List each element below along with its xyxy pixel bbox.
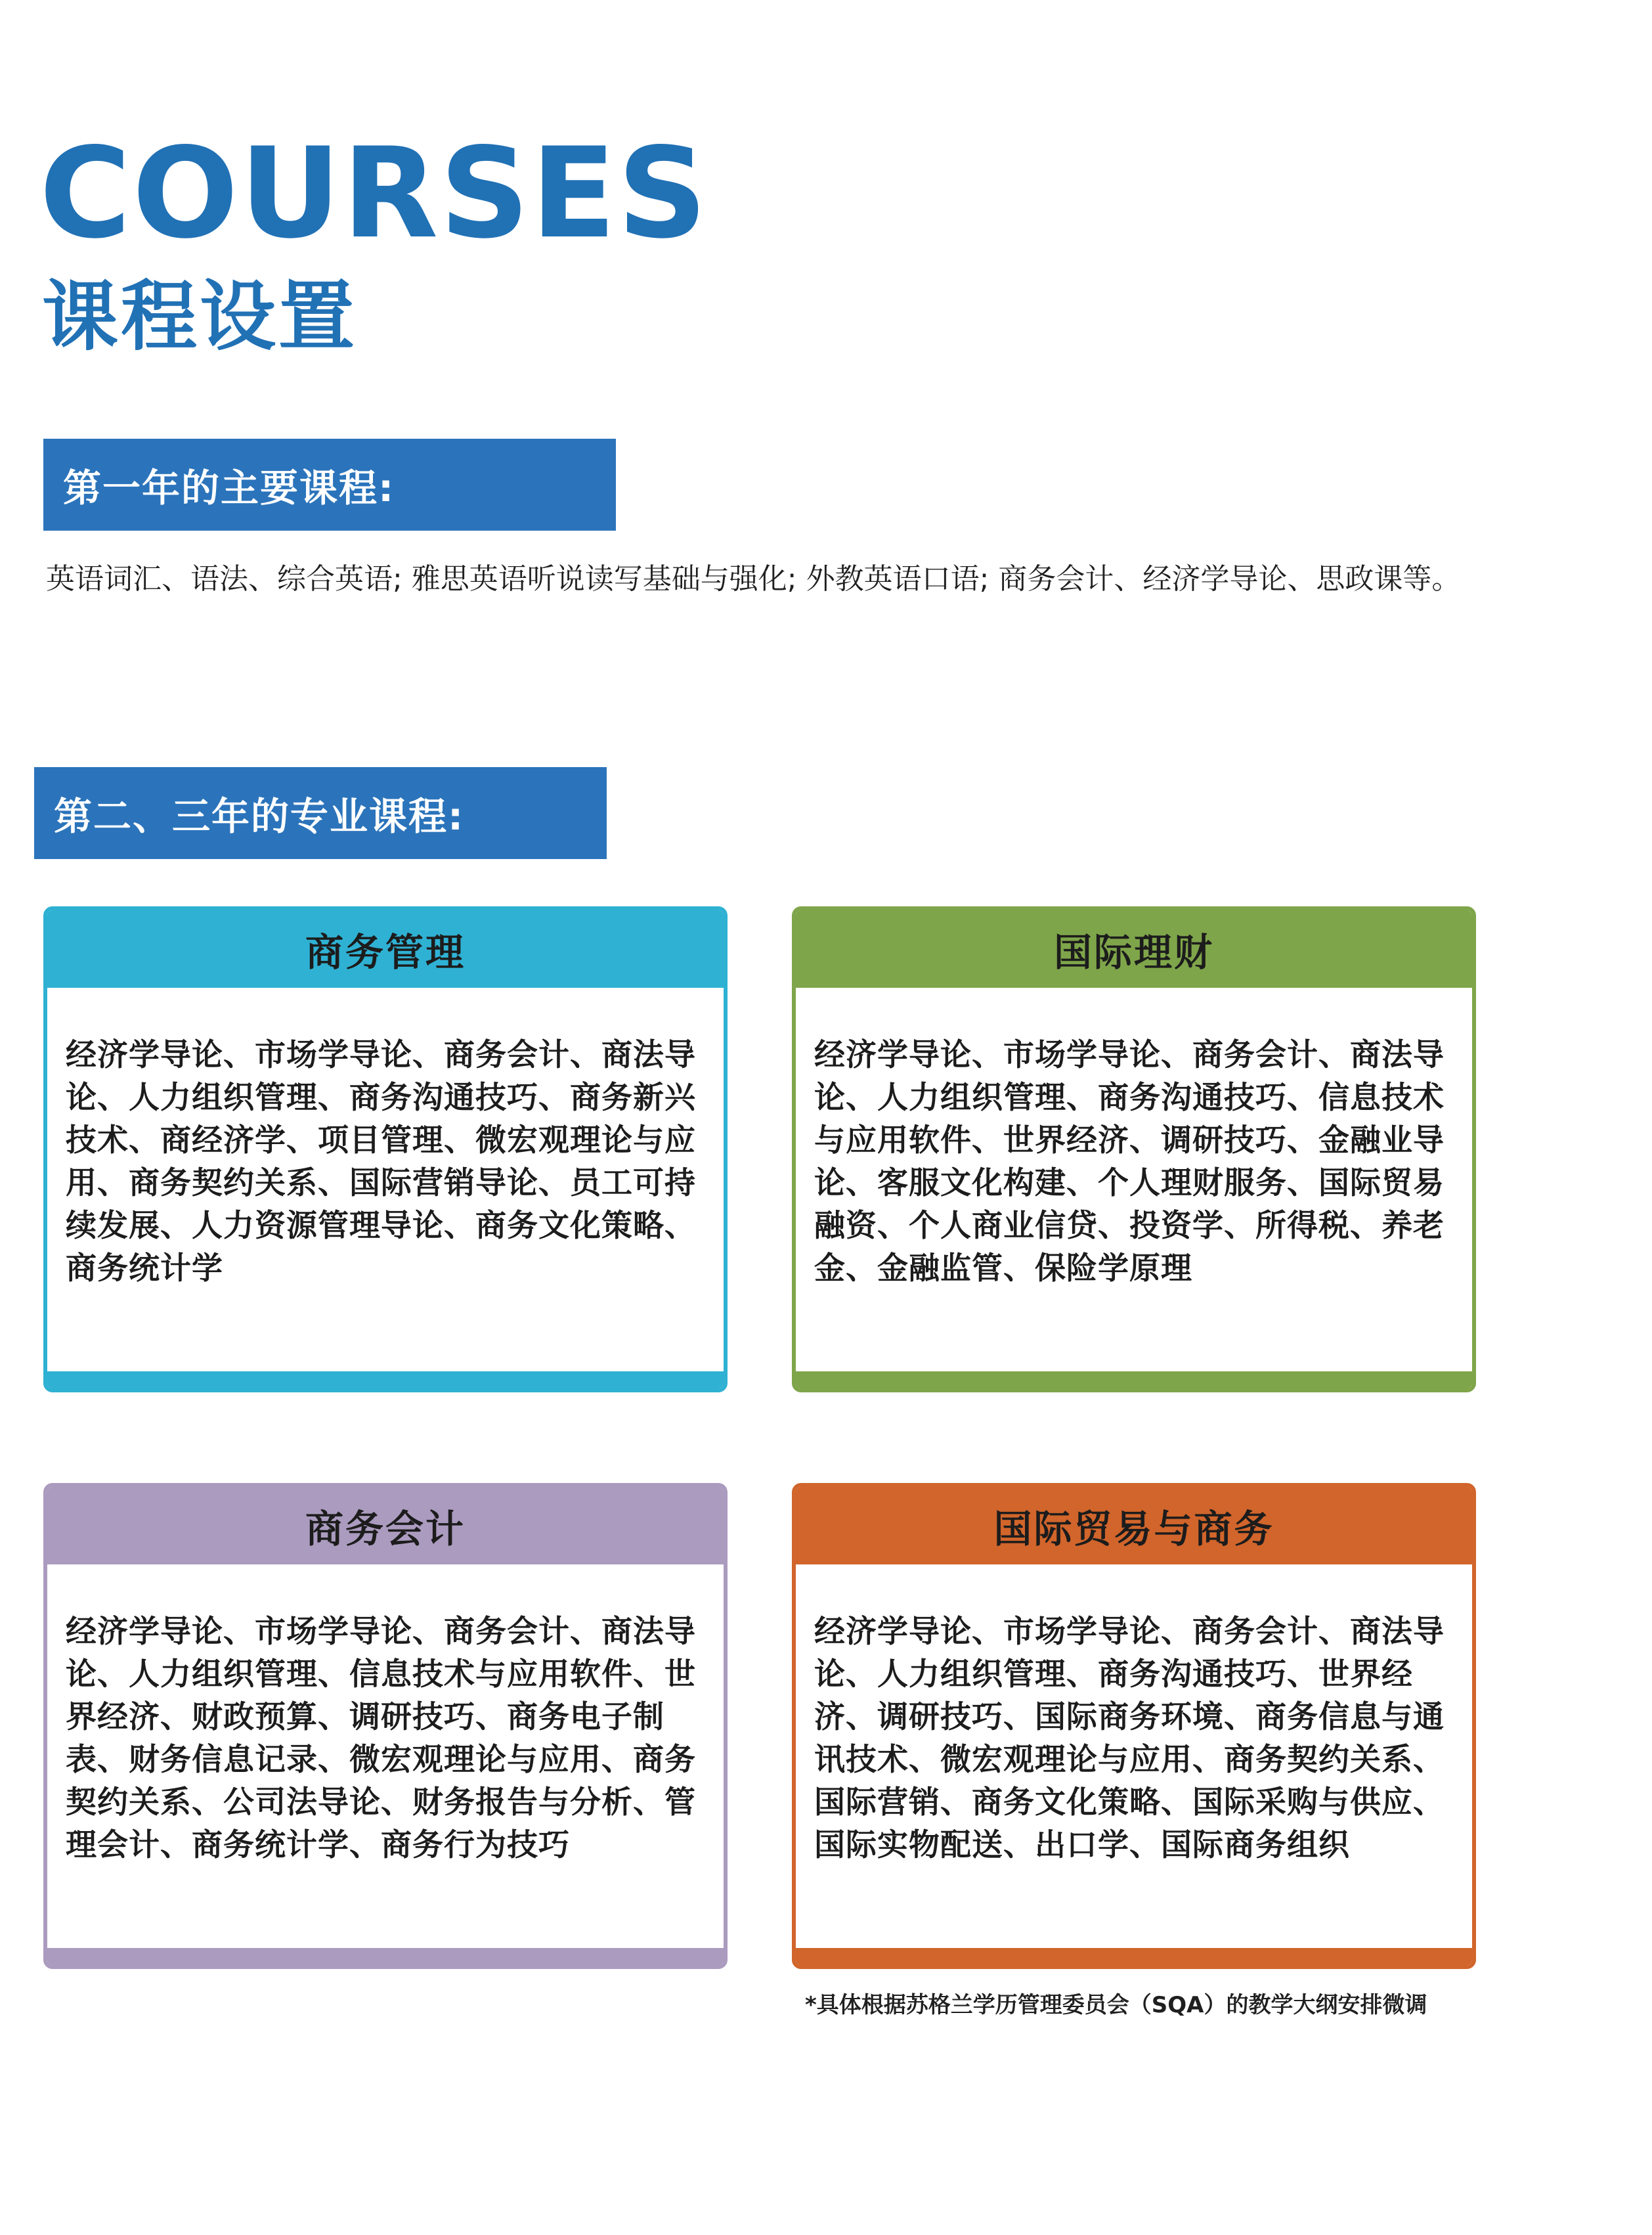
course-card-international-trade bbox=[792, 1483, 1476, 1969]
year1-course-list: 英语词汇、语法、综合英语; 雅思英语听说读写基础与强化; 外教英语口语; 商务会计、经济学导论、思政课等。 bbox=[46, 562, 1461, 596]
course-card-business-accounting bbox=[43, 1483, 728, 1969]
card-footer-bar bbox=[796, 1371, 1472, 1388]
card-content: 经济学导论、市场学导论、商务会计、商法导论、人力组织管理、信息技术与应用软件、世界经济、财政预算、调研技巧、商务电子制表、财务信息记录、微宏观理论与应用、商务契约关系、公司法导论、财务报告与分析、管理会计、商务统计学、商务行为技巧 bbox=[66, 1614, 696, 1863]
card-title: 国际理财 bbox=[796, 910, 1472, 988]
card-content: 经济学导论、市场学导论、商务会计、商法导论、人力组织管理、商务沟通技巧、世界经济、调研技巧、国际商务环境、商务信息与通讯技术、微宏观理论与应用、商务契约关系、国际营销、商务文化策略、国际采购与供应、国际实物配送、出口学、国际商务组织 bbox=[814, 1614, 1445, 1863]
card-footer-bar bbox=[47, 1371, 724, 1388]
course-card-business-management bbox=[43, 906, 728, 1392]
year23-section-label: 第二、三年的专业课程: bbox=[34, 767, 607, 859]
year1-section-label: 第一年的主要课程: bbox=[43, 439, 616, 531]
footnote: *具体根据苏格兰学历管理委员会（SQA）的教学大纲安排微调 bbox=[805, 1992, 1427, 2018]
page-title-cn: 课程设置 bbox=[42, 273, 357, 361]
card-content: 经济学导论、市场学导论、商务会计、商法导论、人力组织管理、商务沟通技巧、信息技术与应用软件、世界经济、调研技巧、金融业导论、客服文化构建、个人理财服务、国际贸易融资、个人商业信贷、投资学、所得税、养老金、金融监管、保险学原理 bbox=[814, 1037, 1445, 1287]
card-title: 国际贸易与商务 bbox=[796, 1487, 1472, 1564]
card-footer-bar bbox=[47, 1948, 724, 1965]
course-card-international-finance bbox=[792, 906, 1476, 1392]
card-footer-bar bbox=[796, 1948, 1472, 1965]
card-content: 经济学导论、市场学导论、商务会计、商法导论、人力组织管理、商务沟通技巧、商务新兴技术、商经济学、项目管理、微宏观理论与应用、商务契约关系、国际营销导论、员工可持续发展、人力资源管理导论、商务文化策略、商务统计学 bbox=[66, 1037, 696, 1287]
page-title-en: COURSES bbox=[39, 121, 709, 266]
card-title: 商务会计 bbox=[47, 1487, 724, 1564]
card-title: 商务管理 bbox=[47, 910, 724, 988]
